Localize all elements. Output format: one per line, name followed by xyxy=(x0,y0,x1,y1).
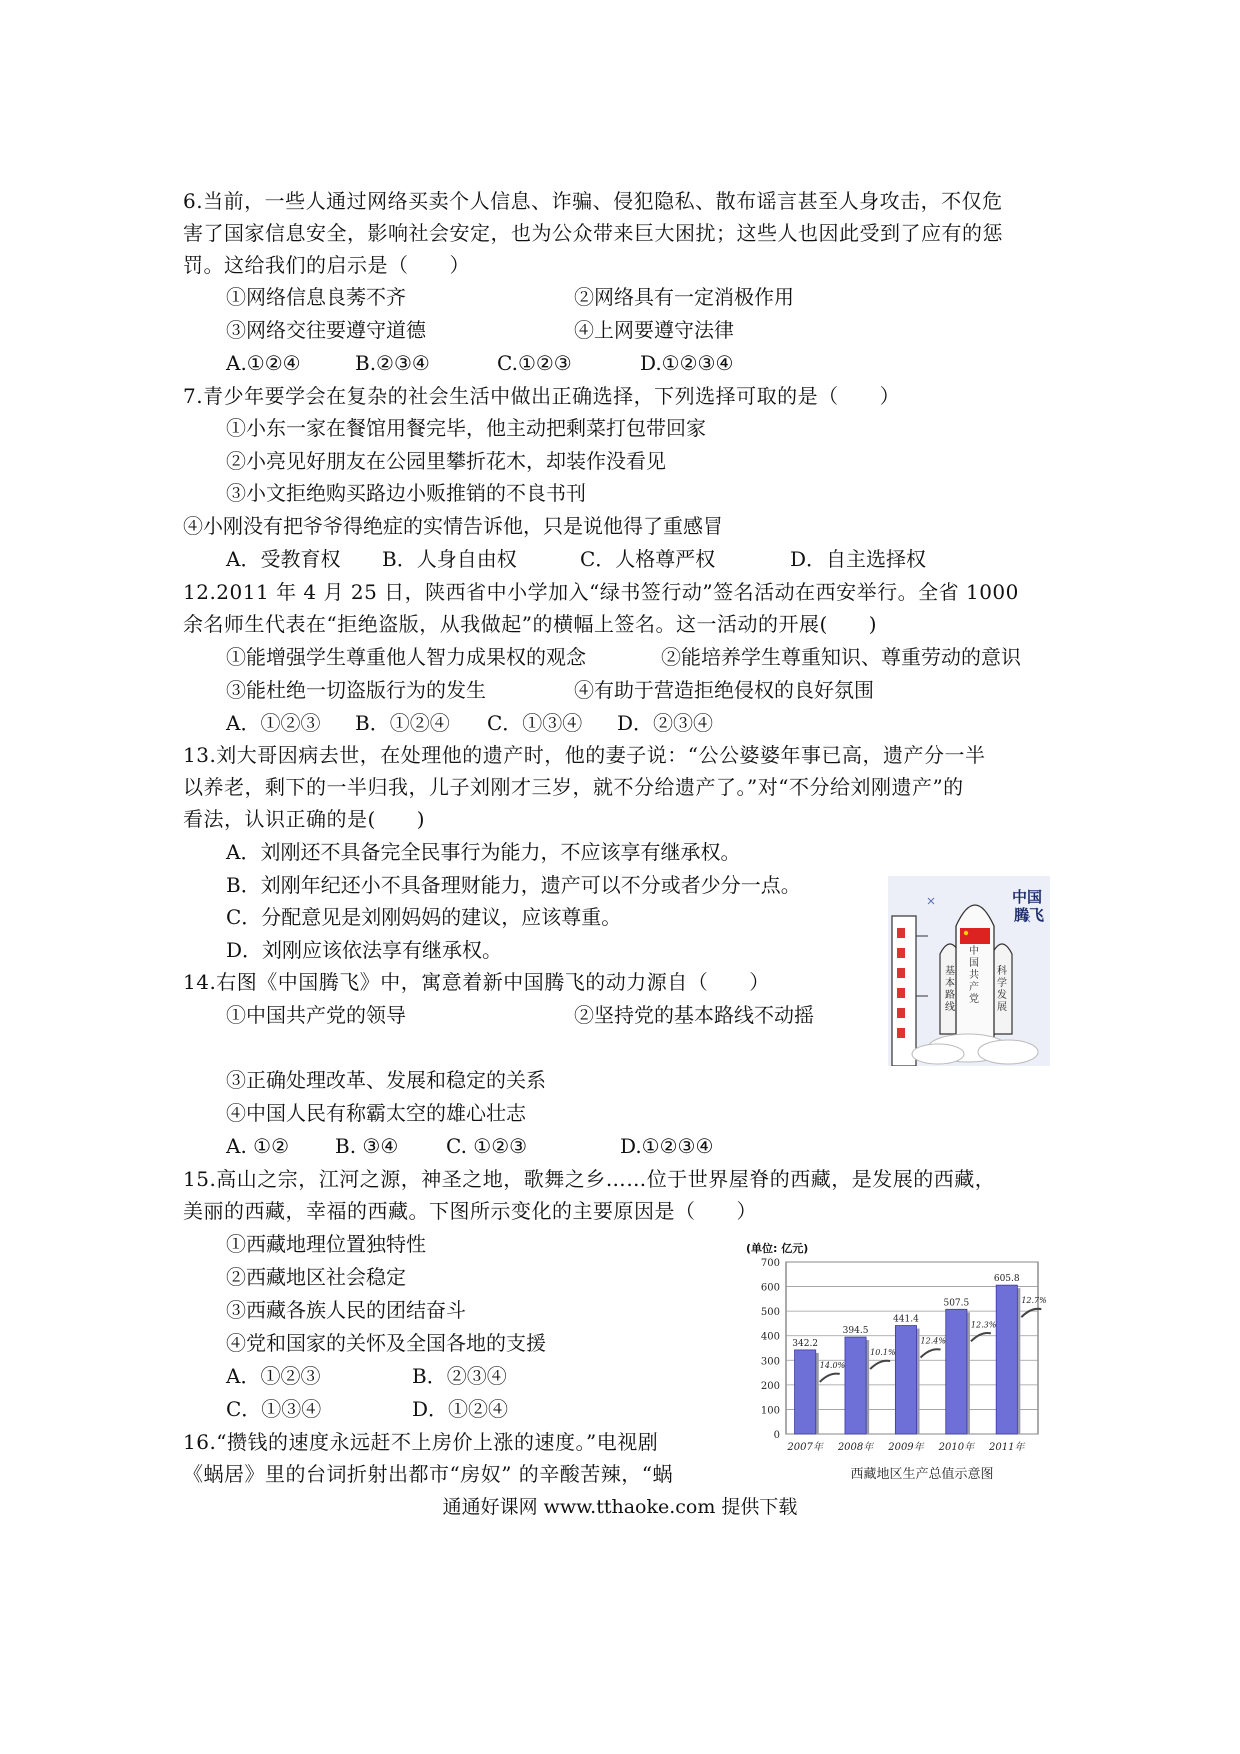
growth-rate-label: 14.0% xyxy=(819,1360,846,1370)
bar-value-label: 441.4 xyxy=(893,1314,919,1325)
y-tick-label: 0 xyxy=(773,1430,780,1441)
q12-item-2: ②能培养学生尊重知识、尊重劳动的意识 xyxy=(661,645,1021,669)
q14-stem: 14.右图《中国腾飞》中，寓意着新中国腾飞的动力源自（ ） xyxy=(183,970,770,994)
x-tick-label: 2011年 xyxy=(989,1442,1025,1453)
q12-item-3: ③能杜绝一切盗版行为的发生 xyxy=(226,678,486,702)
q16-stem-line-2: 《蜗居》里的台词折射出都市“房奴” 的辛酸苦辣，“蜗 xyxy=(183,1462,674,1486)
bar xyxy=(895,1326,916,1434)
growth-rate-label: 12.3% xyxy=(970,1320,997,1330)
q6-item-4: ④上网要遵守法律 xyxy=(574,318,734,342)
q14-item-3: ③正确处理改革、发展和稳定的关系 xyxy=(226,1068,546,1092)
bar xyxy=(946,1309,967,1434)
chart-unit-label: (单位: 亿元) xyxy=(746,1242,809,1255)
q12-choice-d: D．②③④ xyxy=(617,711,714,735)
q7-item-4: ④小刚没有把爷爷得绝症的实情告诉他，只是说他得了重感冒 xyxy=(183,514,723,538)
q13-choice-c: C．分配意见是刘刚妈妈的建议，应该尊重。 xyxy=(226,905,622,929)
q12-choice-c: C．①③④ xyxy=(487,711,583,735)
q7-item-2: ②小亮见好朋友在公园里攀折花木，却装作没看见 xyxy=(226,449,666,473)
q14-choice-b: B. ③④ xyxy=(335,1134,399,1158)
q15-item-3: ③西藏各族人民的团结奋斗 xyxy=(226,1298,466,1322)
q13-choice-d: D．刘刚应该依法享有继承权。 xyxy=(226,938,503,962)
q6-choice-a: A.①②④ xyxy=(226,351,301,375)
growth-rate-label: 10.1% xyxy=(870,1348,896,1358)
q6-choice-d: D.①②③④ xyxy=(640,351,734,375)
y-tick-label: 300 xyxy=(760,1356,780,1368)
rocket-right-text: 科学发展 xyxy=(997,966,1007,1013)
q12-choice-b: B．①②④ xyxy=(355,711,450,735)
y-tick-label: 600 xyxy=(760,1282,780,1294)
y-tick-label: 100 xyxy=(760,1405,780,1417)
q7-choice-d: D．自主选择权 xyxy=(790,547,927,571)
q12-item-1: ①能增强学生尊重他人智力成果权的观念 xyxy=(226,645,586,669)
x-tick-label: 2010年 xyxy=(938,1442,975,1453)
q14-choice-d: D.①②③④ xyxy=(620,1134,714,1158)
q12-stem-line-2: 余名师生代表在“拒绝盗版，从我做起”的横幅上签名。这一活动的开展( ) xyxy=(183,612,878,636)
china-rising-cartoon xyxy=(888,876,1050,1066)
q7-item-3: ③小文拒绝购买路边小贩推销的不良书刊 xyxy=(226,481,586,505)
q15-item-1: ①西藏地理位置独特性 xyxy=(226,1232,426,1256)
bar-value-label: 507.5 xyxy=(943,1298,970,1309)
q6-choice-c: C.①②③ xyxy=(497,351,572,375)
q14-item-1: ①中国共产党的领导 xyxy=(226,1003,406,1027)
growth-rate-label: 12.4% xyxy=(920,1336,946,1346)
q15-item-2: ②西藏地区社会稳定 xyxy=(226,1265,406,1289)
q12-stem-line-1: 12.2011 年 4 月 25 日，陕西省中小学加入“绿书签行动”签名活动在西安举行。全省 1000 xyxy=(183,580,1019,604)
q6-stem-line-3: 罚。这给我们的启示是（ ） xyxy=(183,253,470,277)
q16-stem-line-1: 16.“攒钱的速度永远赶不上房价上涨的速度。”电视剧 xyxy=(183,1430,659,1454)
y-tick-label: 400 xyxy=(760,1331,780,1343)
bar xyxy=(845,1337,866,1434)
y-tick-label: 200 xyxy=(760,1380,780,1392)
q15-stem-line-2: 美丽的西藏，幸福的西藏。下图所示变化的主要原因是（ ） xyxy=(183,1199,757,1223)
bar-value-label: 394.5 xyxy=(842,1326,869,1337)
q7-choice-b: B．人身自由权 xyxy=(382,547,517,571)
q13-stem-line-1: 13.刘大哥因病去世，在处理他的遗产时，他的妻子说：“公公婆婆年事已高，遗产分一半 xyxy=(183,743,986,767)
bar xyxy=(795,1350,816,1434)
rocket-left-text: 基本路线 xyxy=(945,966,955,1013)
tibet-gdp-chart xyxy=(742,1238,1050,1488)
q7-choice-c: C．人格尊严权 xyxy=(580,547,716,571)
chart-svg xyxy=(742,1238,1050,1488)
rocket-center-text: 中国共产党 xyxy=(969,946,979,1005)
q13-stem-line-2: 以养老，剩下的一半归我，儿子刘刚才三岁，就不分给遗产了。”对“不分给刘刚遗产”的 xyxy=(183,775,964,799)
q6-choice-b: B.②③④ xyxy=(355,351,430,375)
x-tick-label: 2009年 xyxy=(888,1442,924,1453)
y-tick-label: 700 xyxy=(760,1258,780,1269)
q13-choice-b: B．刘刚年纪还小不具备理财能力，遗产可以不分或者少分一点。 xyxy=(226,873,801,897)
q6-item-3: ③网络交往要遵守道德 xyxy=(226,318,426,342)
q14-choice-c: C. ①②③ xyxy=(446,1134,528,1158)
cartoon-title-line-2: 腾飞 xyxy=(1014,906,1045,924)
bar-value-label: 605.8 xyxy=(993,1274,1020,1285)
page-footer: 通通好课网 www.tthaoke.com 提供下载 xyxy=(442,1496,798,1518)
q7-stem: 7.青少年要学会在复杂的社会生活中做出正确选择，下列选择可取的是（ ） xyxy=(183,384,901,408)
q15-choice-a: A．①②③ xyxy=(226,1364,321,1388)
q12-choice-a: A．①②③ xyxy=(226,711,321,735)
q13-choice-a: A．刘刚还不具备完全民事行为能力，不应该享有继承权。 xyxy=(226,840,741,864)
q12-item-4: ④有助于营造拒绝侵权的良好氛围 xyxy=(574,678,874,702)
q15-choice-c: C．①③④ xyxy=(226,1397,322,1421)
q14-item-4: ④中国人民有称霸太空的雄心壮志 xyxy=(226,1101,526,1125)
x-tick-label: 2008年 xyxy=(837,1442,874,1453)
cartoon-title-line-1: 中国 xyxy=(1012,888,1043,906)
q6-stem-line-1: 6.当前，一些人通过网络买卖个人信息、诈骗、侵犯隐私、散布谣言甚至人身攻击，不仅危 xyxy=(183,189,1003,213)
q14-choice-a: A. ①② xyxy=(226,1134,290,1158)
q6-item-1: ①网络信息良莠不齐 xyxy=(226,285,406,309)
bar xyxy=(996,1285,1017,1434)
q15-stem-line-1: 15.高山之宗，江河之源，神圣之地，歌舞之乡……位于世界屋脊的西藏，是发展的西藏， xyxy=(183,1167,996,1191)
q15-choice-b: B．②③④ xyxy=(412,1364,507,1388)
q14-item-2: ②坚持党的基本路线不动摇 xyxy=(574,1003,814,1027)
y-tick-label: 500 xyxy=(760,1307,780,1319)
chart-title: 西藏地区生产总值示意图 xyxy=(850,1467,994,1482)
q13-stem-line-3: 看法，认识正确的是( ) xyxy=(183,807,426,831)
x-tick-label: 2007年 xyxy=(787,1442,823,1453)
q6-item-2: ②网络具有一定消极作用 xyxy=(574,285,794,309)
q15-choice-d: D．①②④ xyxy=(412,1397,509,1421)
q15-item-4: ④党和国家的关怀及全国各地的支援 xyxy=(226,1331,546,1355)
q6-stem-line-2: 害了国家信息安全，影响社会安定，也为公众带来巨大困扰；这些人也因此受到了应有的惩 xyxy=(183,221,1003,245)
growth-rate-label: 12.7% xyxy=(1021,1296,1047,1306)
bar-value-label: 342.2 xyxy=(792,1338,819,1349)
q7-choice-a: A．受教育权 xyxy=(226,547,341,571)
q7-item-1: ①小东一家在餐馆用餐完毕，他主动把剩菜打包带回家 xyxy=(226,416,706,440)
